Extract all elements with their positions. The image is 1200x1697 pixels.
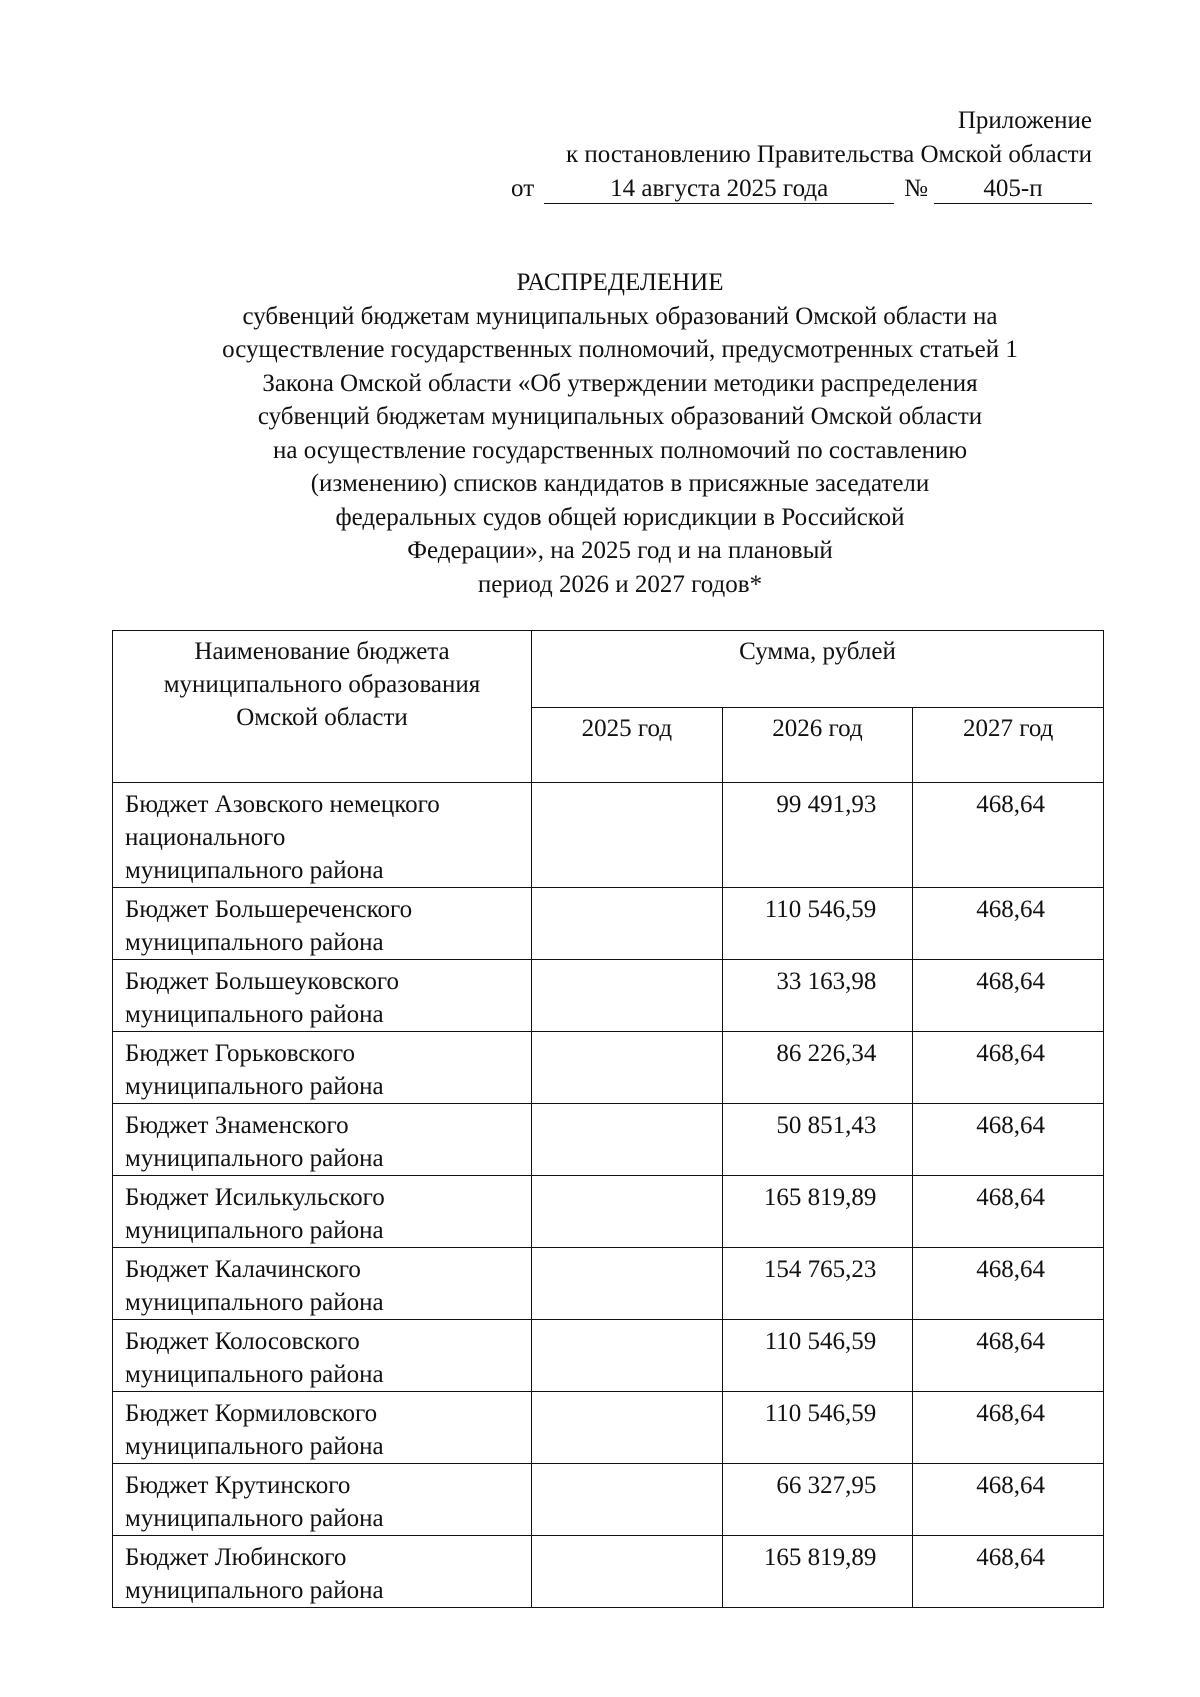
budget-name-line: муниципального района <box>125 1001 384 1028</box>
number-sign: № <box>904 175 928 202</box>
resolution-date: 14 августа 2025 года <box>544 175 894 204</box>
title-line: Закона Омской области «Об утверждении методики распределения <box>262 369 978 397</box>
header-sum: Сумма, рублей <box>532 631 1104 708</box>
table-row <box>113 1464 1104 1536</box>
amount-2026-cell: 110 546,59 <box>722 1392 913 1464</box>
budget-name-cell <box>113 1464 532 1536</box>
table-row <box>113 783 1104 888</box>
budget-name-line: муниципального района <box>125 1073 384 1100</box>
budget-name-cell <box>113 1248 532 1320</box>
budget-name-line: муниципального района <box>125 1145 384 1172</box>
budget-name-line: Бюджет Горьковского <box>125 1040 355 1067</box>
budget-name-cell <box>113 1392 532 1464</box>
table-row <box>113 960 1104 1032</box>
amount-2025-cell <box>532 1176 723 1248</box>
title-line: субвенций бюджетам муниципальных образований Омской области <box>257 403 983 430</box>
distribution-table <box>112 630 1104 1608</box>
title-line: период 2026 и 2027 годов* <box>477 570 763 598</box>
budget-name-cell <box>113 1032 532 1104</box>
appendix-header <box>452 104 1092 206</box>
budget-name-line: Бюджет Калачинского <box>125 1256 361 1283</box>
amount-2025-cell <box>532 888 723 960</box>
amount-2027-cell: 468,64 <box>913 1248 1104 1320</box>
header-budget-name <box>113 631 532 783</box>
amount-2026-cell: 110 546,59 <box>722 888 913 960</box>
resolution-number: 405-п <box>934 175 1092 204</box>
budget-name-cell <box>113 960 532 1032</box>
amount-2025-cell <box>532 1032 723 1104</box>
table-body <box>113 783 1104 1608</box>
budget-name-cell <box>113 888 532 960</box>
title-line: Федерации», на 2025 год и на плановый <box>407 537 833 564</box>
budget-name-cell <box>113 1320 532 1392</box>
title-line: на осуществление государственных полномочий по составлению <box>272 436 968 464</box>
header-name-line: Наименование бюджета <box>194 638 450 665</box>
amount-2025-cell <box>532 783 723 888</box>
budget-name-line: муниципального района <box>125 1433 384 1460</box>
title-heading: РАСПРЕДЕЛЕНИЕ <box>516 269 724 296</box>
table-row <box>113 1320 1104 1392</box>
amount-2027-cell: 468,64 <box>913 888 1104 960</box>
title-line: (изменению) списков кандидатов в присяжные заседатели <box>310 470 930 497</box>
from-label: от <box>511 175 535 202</box>
amount-2026-cell: 154 765,23 <box>722 1248 913 1320</box>
amount-2025-cell <box>532 1536 723 1608</box>
title-line: субвенций бюджетам муниципальных образований Омской области на <box>242 302 998 330</box>
amount-2026-cell: 86 226,34 <box>722 1032 913 1104</box>
budget-name-line: муниципального района <box>125 1577 384 1604</box>
table-row <box>113 1032 1104 1104</box>
amount-2027-cell: 468,64 <box>913 1032 1104 1104</box>
amount-2025-cell <box>532 1248 723 1320</box>
budget-name-line: Бюджет Большереченского <box>125 896 413 923</box>
resolution-reference: к постановлению Правительства Омской области <box>565 141 1092 168</box>
amount-2026-cell: 165 819,89 <box>722 1176 913 1248</box>
amount-2027-cell: 468,64 <box>913 1104 1104 1176</box>
budget-name-line: муниципального района <box>125 857 384 884</box>
budget-name-cell <box>113 783 532 888</box>
title-line: осуществление государственных полномочий, предусмотренных статьей 1 <box>222 336 1018 363</box>
budget-name-line: муниципального района <box>125 929 384 956</box>
header-year-2027: 2027 год <box>913 708 1104 783</box>
budget-name-line: Бюджет Колосовского <box>125 1328 360 1355</box>
header-year-2026: 2026 год <box>722 708 913 783</box>
amount-2027-cell: 468,64 <box>913 960 1104 1032</box>
amount-2025-cell <box>532 1464 723 1536</box>
header-year-2025: 2025 год <box>532 708 723 783</box>
amount-2027-cell: 468,64 <box>913 1536 1104 1608</box>
date-number-line <box>452 172 1092 206</box>
amount-2025-cell <box>532 1320 723 1392</box>
amount-2026-cell: 50 851,43 <box>722 1104 913 1176</box>
budget-name-line: муниципального района <box>125 1217 384 1244</box>
budget-name-line: Бюджет Кормиловского <box>125 1400 378 1427</box>
amount-2027-cell: 468,64 <box>913 1320 1104 1392</box>
budget-name-line: Бюджет Крутинского <box>125 1472 351 1499</box>
budget-name-line: Бюджет Большеуковского <box>125 968 399 995</box>
amount-2025-cell <box>532 1104 723 1176</box>
table-row <box>113 888 1104 960</box>
budget-name-line: муниципального района <box>125 1505 384 1532</box>
budget-name-cell <box>113 1104 532 1176</box>
amount-2025-cell <box>532 1392 723 1464</box>
appendix-label: Приложение <box>957 107 1092 134</box>
header-name-line: Омской области <box>236 704 408 731</box>
table-row <box>113 1392 1104 1464</box>
budget-name-cell <box>113 1536 532 1608</box>
budget-name-line: муниципального района <box>125 1289 384 1316</box>
amount-2025-cell <box>532 960 723 1032</box>
amount-2027-cell: 468,64 <box>913 1392 1104 1464</box>
table-row <box>113 1176 1104 1248</box>
table-row <box>113 1248 1104 1320</box>
budget-name-line: Бюджет Исилькульского <box>125 1184 385 1211</box>
budget-name-line: Бюджет Знаменского <box>125 1112 349 1139</box>
budget-name-line: Бюджет Азовского немецкого <box>125 791 440 818</box>
budget-name-line: муниципального района <box>125 1361 384 1388</box>
amount-2026-cell: 165 819,89 <box>722 1536 913 1608</box>
budget-name-line: национального <box>125 824 286 851</box>
table-row <box>113 1104 1104 1176</box>
document-title <box>140 266 1100 601</box>
budget-name-cell <box>113 1176 532 1248</box>
amount-2027-cell: 468,64 <box>913 1464 1104 1536</box>
table-row <box>113 1536 1104 1608</box>
budget-name-line: Бюджет Любинского <box>125 1544 347 1571</box>
title-line: федеральных судов общей юрисдикции в Российской <box>335 503 905 531</box>
amount-2027-cell: 468,64 <box>913 1176 1104 1248</box>
amount-2026-cell: 99 491,93 <box>722 783 913 888</box>
amount-2026-cell: 33 163,98 <box>722 960 913 1032</box>
header-name-line: муниципального образования <box>163 671 481 698</box>
amount-2027-cell: 468,64 <box>913 783 1104 888</box>
amount-2026-cell: 110 546,59 <box>722 1320 913 1392</box>
amount-2026-cell: 66 327,95 <box>722 1464 913 1536</box>
